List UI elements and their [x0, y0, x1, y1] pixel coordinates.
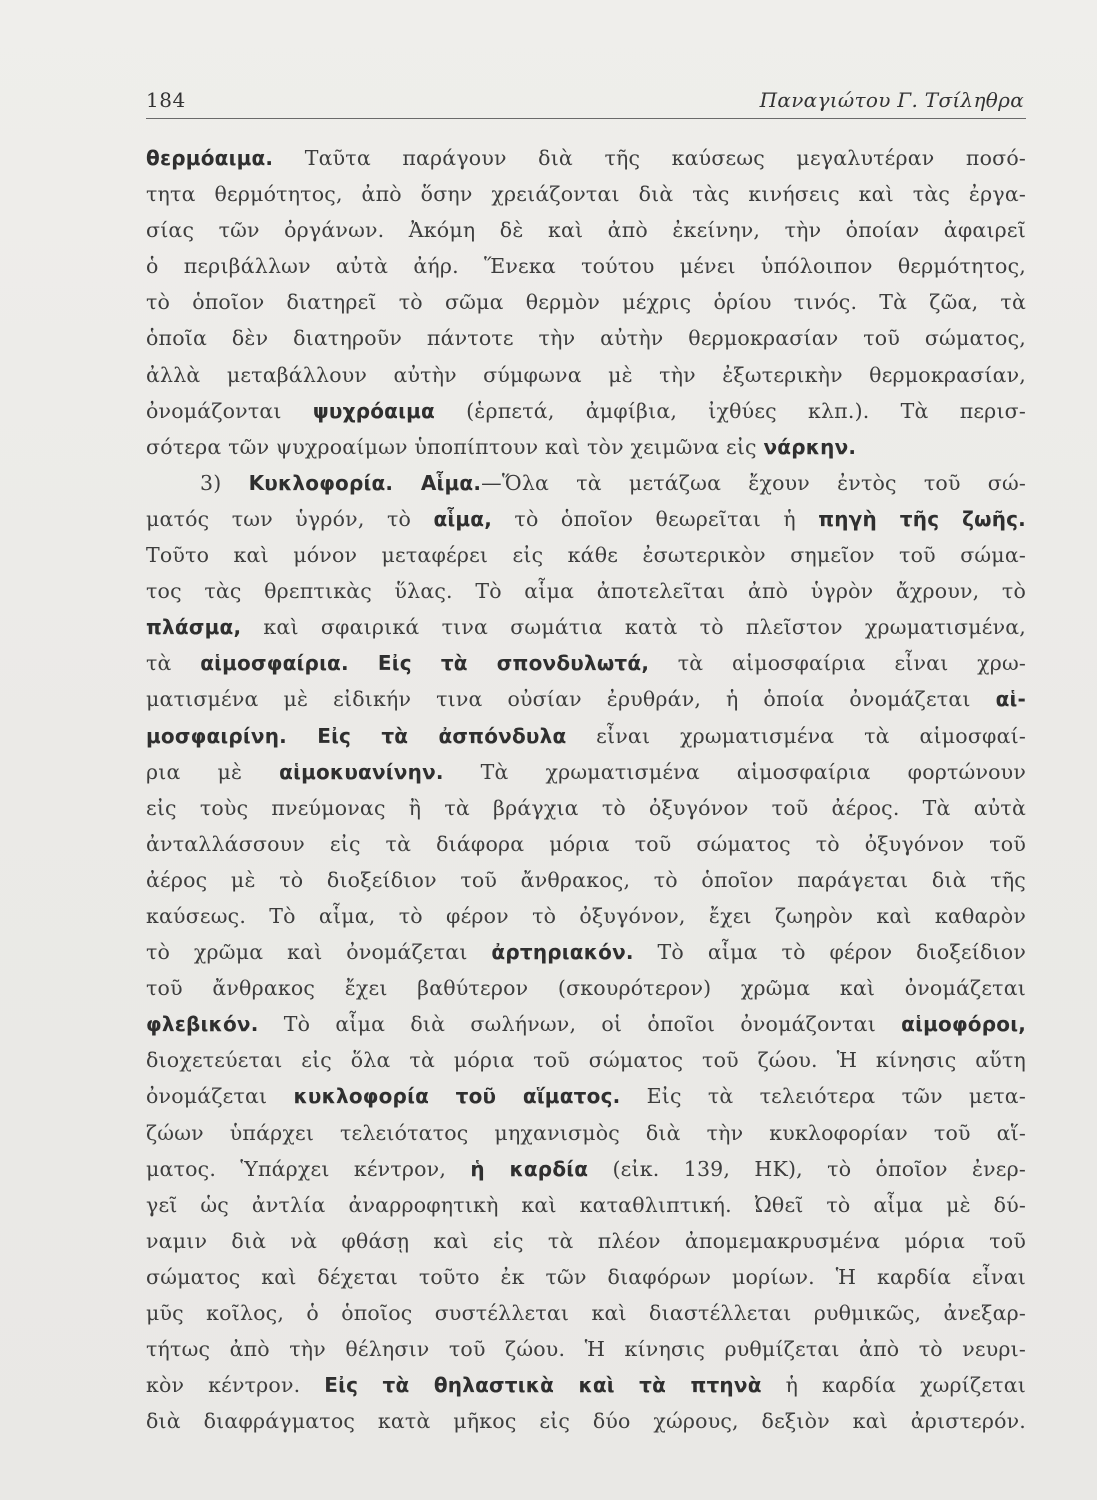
text-line: τος τὰς θρεπτικὰς ὕλας. Τὸ αἷμα ἀποτελεῖται ἀπὸ ὑγρὸν ἄχρουν, τὸ [146, 579, 1026, 604]
text-line: ὁ περιβάλλων αὐτὰ ἀήρ. Ἕνεκα τούτου μένει ὑπόλοιπον θερμότητος, [146, 254, 1026, 279]
text-line: σότερα τῶν ψυχροαίμων ὑποπίπτουν καὶ τὸν χειμῶνα εἰς νάρκην. [146, 434, 857, 459]
text-line: φλεβικόν. Τὸ αἷμα διὰ σωλήνων, οἱ ὁποῖοι ὀνομάζονται αἱμοφόροι, [146, 1012, 1026, 1037]
text-line: ματός των ὑγρόν, τὸ αἷμα, τὸ ὁποῖον θεωρεῖται ἡ πηγὴ τῆς ζωῆς. [146, 506, 1026, 531]
text-line: τὸ ὁποῖον διατηρεῖ τὸ σῶμα θερμὸν μέχρις ὁρίου τινός. Τὰ ζῶα, τὰ [146, 290, 1026, 315]
text-line: μῦς κοῖλος, ὁ ὁποῖος συστέλλεται καὶ διαστέλλεται ρυθμικῶς, ἀνεξαρ- [146, 1301, 1026, 1325]
text-line: καύσεως. Τὸ αἷμα, τὸ φέρον τὸ ὀξυγόνον, ἔχει ζωηρὸν καὶ καθαρὸν [146, 903, 1026, 928]
text-line: τὰ αἱμοσφαίρια. Εἰς τὰ σπονδυλωτά, τὰ αἱμοσφαίρια εἶναι χρω- [146, 651, 1026, 676]
text-line: τοῦ ἄνθρακος ἔχει βαθύτερον (σκουρότερον) χρῶμα καὶ ὀνομάζεται [146, 976, 1026, 1001]
text-line: γεῖ ὡς ἀντλία ἀναρροφητικὴ καὶ καταθλιπτική. Ὠθεῖ τὸ αἷμα μὲ δύ- [146, 1192, 1026, 1217]
text-line: τητα θερμότητος, ἀπὸ ὅσην χρειάζονται διὰ τὰς κινήσεις καὶ τὰς ἐργα- [146, 182, 1026, 207]
text-line: 3) Κυκλοφορία. Αἷμα.—Ὅλα τὰ μετάζωα ἔχουν ἐντὸς τοῦ σώ- [200, 470, 1026, 495]
text-line: Τοῦτο καὶ μόνον μεταφέρει εἰς κάθε ἐσωτερικὸν σημεῖον τοῦ σώμα- [146, 543, 1026, 568]
text-line: τήτως ἀπὸ τὴν θέλησιν τοῦ ζώου. Ἡ κίνησις ρυθμίζεται ἀπὸ τὸ νευρι- [146, 1337, 1026, 1362]
text-line: ρια μὲ αἱμοκυανίνην. Τὰ χρωματισμένα αἱμοσφαίρια φορτώνουν [146, 759, 1026, 784]
text-line: ὁποῖα δὲν διατηροῦν πάντοτε τὴν αὐτὴν θερμοκρασίαν τοῦ σώματος, [146, 326, 1026, 351]
text-line: σίας τῶν ὀργάνων. Ἀκόμη δὲ καὶ ἀπὸ ἐκείνην, τὴν ὁποίαν ἀφαιρεῖ [146, 218, 1026, 243]
text-line: ναμιν διὰ νὰ φθάσῃ καὶ εἰς τὰ πλέον ἀπομεμακρυσμένα μόρια τοῦ [146, 1228, 1026, 1253]
text-line: ματισμένα μὲ εἰδικήν τινα οὐσίαν ἐρυθράν, ἡ ὁποία ὀνομάζεται αἱ- [146, 687, 1026, 712]
page-number: 184 [146, 88, 186, 112]
text-line: πλάσμα, καὶ σφαιρικά τινα σωμάτια κατὰ τὸ πλεῖστον χρωματισμένα, [146, 615, 1026, 640]
text-line: ζώων ὑπάρχει τελειότατος μηχανισμὸς διὰ τὴν κυκλοφορίαν τοῦ αἵ- [146, 1120, 1026, 1145]
body-text [146, 140, 1026, 1439]
text-line: κὸν κέντρον. Εἰς τὰ θηλαστικὰ καὶ τὰ πτηνὰ ἡ καρδία χωρίζεται [146, 1373, 1027, 1398]
text-line: ὀνομάζεται κυκλοφορία τοῦ αἵματος. Εἰς τὰ τελειότερα τῶν μετα- [146, 1084, 1026, 1109]
running-head [146, 86, 1026, 119]
text-line: ἀέρος μὲ τὸ διοξείδιον τοῦ ἄνθρακος, τὸ ὁποῖον παράγεται διὰ τῆς [146, 867, 1026, 892]
text-line: εἰς τοὺς πνεύμονας ἢ τὰ βράγχια τὸ ὀξυγόνον τοῦ ἀέρος. Τὰ αὐτὰ [146, 795, 1026, 820]
text-line: ἀνταλλάσσουν εἰς τὰ διάφορα μόρια τοῦ σώματος τὸ ὀξυγόνον τοῦ [146, 831, 1026, 856]
text-line: τὸ χρῶμα καὶ ὀνομάζεται ἀρτηριακόν. Τὸ αἷμα τὸ φέρον διοξείδιον [146, 940, 1026, 965]
text-line: διὰ διαφράγματος κατὰ μῆκος εἰς δύο χώρους, δεξιὸν καὶ ἀριστερόν. [146, 1409, 1026, 1434]
header-author: Παναγιώτου Γ. Τσίληθρα [759, 88, 1024, 112]
text-line: ὀνομάζονται ψυχρόαιμα (ἑρπετά, ἀμφίβια, ἰχθύες κλπ.). Τὰ περισ- [146, 398, 1026, 423]
text-line: θερμόαιμα. Ταῦτα παράγουν διὰ τῆς καύσεως μεγαλυτέραν ποσό- [146, 146, 1026, 170]
text-line: σώματος καὶ δέχεται τοῦτο ἐκ τῶν διαφόρων μορίων. Ἡ καρδία εἶναι [146, 1264, 1026, 1289]
text-line: ἀλλὰ μεταβάλλουν αὐτὴν σύμφωνα μὲ τὴν ἐξωτερικὴν θερμοκρασίαν, [146, 362, 1026, 387]
text-line: διοχετεύεται εἰς ὅλα τὰ μόρια τοῦ σώματος τοῦ ζώου. Ἡ κίνησις αὕτη [146, 1048, 1026, 1073]
text-line: ματος. Ὑπάρχει κέντρον, ἡ καρδία (εἰκ. 139, ΗΚ), τὸ ὁποῖον ἐνερ- [146, 1156, 1027, 1181]
text-line: μοσφαιρίνη. Εἰς τὰ ἀσπόνδυλα εἶναι χρωματισμένα τὰ αἱμοσφαί- [146, 723, 1026, 748]
